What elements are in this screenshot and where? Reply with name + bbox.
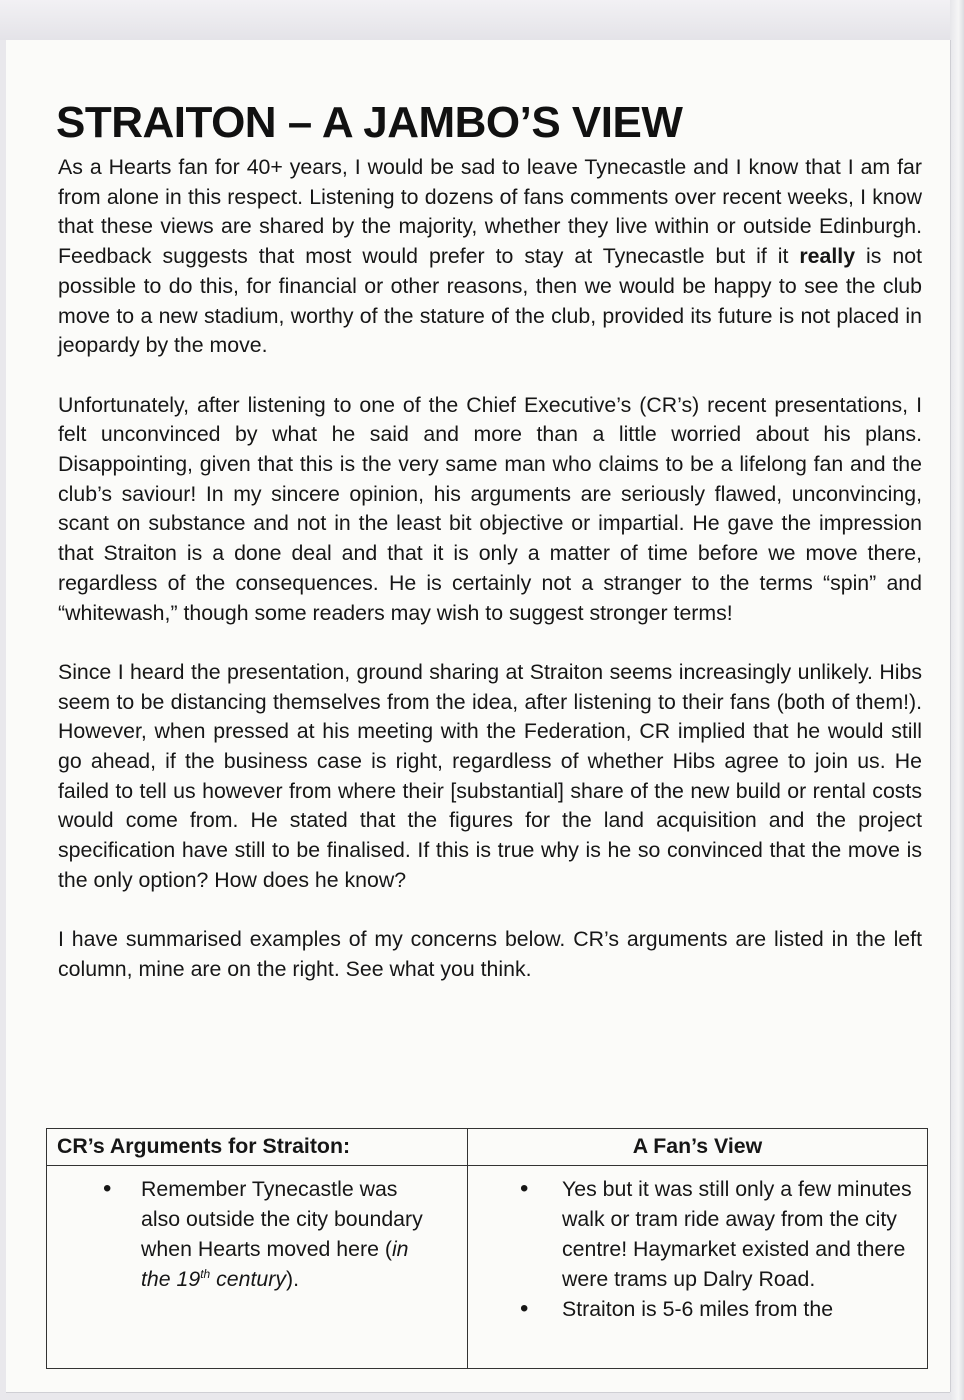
cr-argument-main: Remember Tynecastle was also outside the city boundary when Hearts moved here ( [141,1177,423,1261]
paragraph-1-end: is not possible to do this, for financial or other reasons, then we would be happy to see the club move to a new stadium, worthy of the stature of the club, provided its future is not placed in jeopardy by the move. [58,244,922,358]
cr-arguments-list [47,1174,467,1294]
cr-argument-superscript: th [200,1266,211,1281]
paragraph-1-emphasis: really [799,244,856,269]
fan-view-cell [468,1166,928,1369]
paragraph-1 [58,153,922,361]
fan-view-text: • Straiton is 5-6 miles from the [562,1297,834,1321]
fan-view-item [468,1294,927,1324]
scan-background-top [0,0,964,40]
paragraph-2: Unfortunately, after listening to one of the Chief Executive’s (CR’s) recent presentations, I felt unconvinced by what he said and more than a little worried about his plans. Disappointing, given that this is the very same man who claims to be a lifelong fan and the club’s saviour! In my sincere opinion, his arguments are seriously flawed, unconvincing, scant on substance and not in the least bit objective or impartial. He gave the impression that Straiton is a done deal and that it is only a matter of time before we move there, regardless of the consequences. He is certainly not a stranger to the terms “spin” and “whitewash,” though some readers may wish to suggest stronger terms! [58,392,922,625]
cr-argument-text [141,1174,431,1294]
cr-argument-item [47,1174,467,1294]
article-body [58,153,922,1014]
cr-argument-italic-2: century [210,1267,286,1291]
comparison-table [46,1128,928,1369]
left-column-header: CR’s Arguments for Straiton: [47,1129,468,1166]
scan-background-right [950,0,964,1400]
comparison-table-row [47,1166,928,1369]
cr-argument-italic-1: in the 19 [141,1237,409,1291]
paragraph-3: Since I heard the presentation, ground sharing at Straiton seems increasingly unlikely. Hibs seem to be distancing themselves from the idea, after listening to their fans (both of them!). However, when pressed at his meeting with the Federation, CR implied that he would still go ahead, if the business case is right, regardless of whether Hibs agree to join us. He failed to tell us however from where their [substantial] share of the new build or rental costs would come from. He stated that the figures for the land acquisition and the project specification have still to be finalised. If this is true why is he so convinced that the move is the only option? How does he know? [58,659,922,892]
comparison-table-header-row [47,1129,928,1166]
right-column-header: A Fan’s View [468,1129,928,1166]
fan-view-text: • Yes but it was still only a few minutes walk or tram ride away from the city centre! Haymarket existed and there were trams up Dalry Road. [562,1177,912,1291]
paragraph-1-start: As a Hearts fan for 40+ years, I would be sad to leave Tynecastle and I know that I am far from alone in this respect. Listening to dozens of fans comments over recent weeks, I know that these views are shared by the majority, whether they live within or outside Edinburgh. Feedback suggests that most would prefer to stay at Tynecastle but if it [58,155,922,269]
cr-argument-end: ). [286,1267,300,1291]
fan-view-list [468,1174,927,1324]
article-title: STRAITON – A JAMBO’S VIEW [56,98,683,147]
paragraph-4: I have summarised examples of my concerns below. CR’s arguments are listed in the left column, mine are on the right. See what you think. [58,927,922,981]
fan-view-item [468,1174,927,1294]
cr-arguments-cell [47,1166,468,1369]
